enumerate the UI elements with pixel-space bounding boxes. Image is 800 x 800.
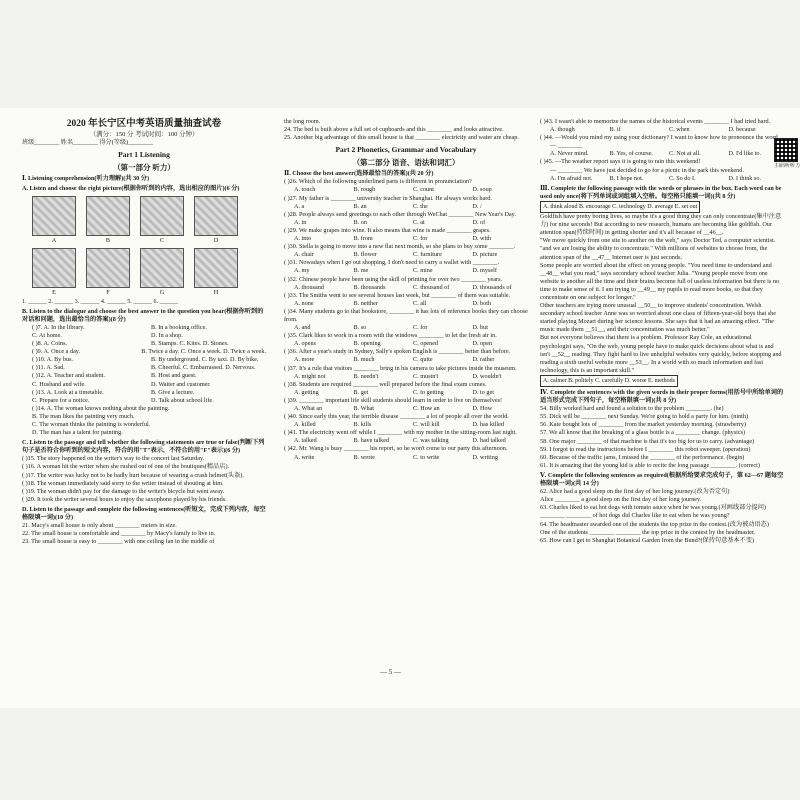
answer-option[interactable]: C. quite <box>413 356 433 364</box>
question-row <box>22 332 266 340</box>
answer-option[interactable]: B. kills <box>353 421 372 429</box>
answer-option[interactable]: A. into <box>294 235 312 243</box>
answer-option[interactable]: C. furniture <box>413 251 442 259</box>
question-text: ( )19. The woman didn't pay for the damage to the writer's bicycle but went away. <box>22 487 225 495</box>
answer-option[interactable]: B. much <box>353 356 375 364</box>
answer-option[interactable]: C. for <box>413 324 428 332</box>
question-text: ( )12. A. Teacher and student. <box>32 372 105 380</box>
question-text: B. Cheerful. C. Embarrassed. D. Nervous. <box>151 364 256 372</box>
question-text: 61. It is amazing that the young kid is able to recite the long passage ________. (correct) <box>540 461 760 469</box>
question-text: ( )37. It's a rule that visitors ________ bring in his camera to take pictures inside the museum. <box>284 364 517 372</box>
question-text: ( )34. Many students go to that bookstore, ________ it has lots of reference books they can choose from. <box>284 307 528 323</box>
answer-option[interactable]: A. touch <box>294 186 316 194</box>
question-text: Alice ________ a good sleep on the first day of her long journey. <box>540 496 702 504</box>
answer-option[interactable]: D. to get <box>472 388 494 396</box>
section-iii-heading: Ⅲ. Complete the following passage with the words or phrases in the box. Each word can be used only once(将下列单词或词组填入空格。每空格只能填一词)(共 8 分) <box>540 184 782 200</box>
answer-option[interactable]: D. open <box>472 340 493 348</box>
question-text: ( )30. Stella is going to move into a new flat next month, so she plans to buy some ________. <box>284 243 516 251</box>
answer-options <box>284 300 528 308</box>
word-box-2: A. calmer B. politely C. carefully D. worse E. methods <box>540 375 678 387</box>
question-text: ( )11. A. Sad. <box>32 364 65 372</box>
section-c-heading: C. Listen to the passage and tell whether the following statements are true or false(判断下列句子是否符合你听到的短文内容，符合的用"T"表示，不符合的用"F"表示)(6 分) <box>22 439 265 455</box>
answer-option[interactable]: B. needn't <box>353 372 379 380</box>
answer-option[interactable]: B. wrote <box>353 453 375 461</box>
answer-options <box>284 235 528 243</box>
question-text: 57. We all know that the breaking of a glass bottle is a ________ change. (physics) <box>540 429 746 437</box>
question-text: ( )44. —Would you mind my using your dictionary? I want to know how to pronounce the word. <box>540 134 780 142</box>
question-text: ( )29. We make grapes into wine. It also means that wine is made ________ grapes. <box>284 226 491 234</box>
exam-title: 2020 年长宁区中考英语质量抽查试卷 <box>66 119 222 129</box>
section-v-heading: Ⅴ. Complete the following sentences as required(根据所给要求完成句子，第 62—67 题每空格限填一词)(共 14 分) <box>540 471 784 488</box>
answer-options <box>284 267 528 275</box>
answer-option[interactable]: B. me <box>353 267 369 275</box>
question-row <box>22 324 266 332</box>
question-text: ( )45. —The weather report says it is going to rain this weekend! <box>540 158 701 166</box>
answer-options <box>284 454 528 462</box>
section-b-heading: B. Listen to the dialogue and choose the best answer to the question you hear(根据你听到的对话和问题，选出最恰当的答案)(8 分) <box>22 307 264 323</box>
question-text: ( )15. The story happened on the writer's way to the concert last Saturday. <box>22 455 205 463</box>
answer-option[interactable]: B. on <box>353 218 367 226</box>
answer-option[interactable]: D. writing <box>472 453 498 461</box>
answer-options <box>284 373 528 381</box>
part1-title: Part 1 Listening <box>118 150 170 160</box>
answer-option[interactable]: D. but <box>472 324 488 332</box>
question-text: B. In a booking office. <box>151 323 207 331</box>
answer-option[interactable]: D. rather <box>472 356 495 364</box>
section-c-questions <box>22 455 266 504</box>
answer-option[interactable]: B. What <box>353 405 375 412</box>
question-text: ( )18. The woman immediately said sorry to the writer instead of shouting at him. <box>22 479 224 487</box>
question-text: ________ ________ of hot dogs did Charles like to eat when he was young? <box>540 512 730 520</box>
question-row <box>22 381 266 389</box>
question-text: 62. Alice had a good sleep on the first day of her long journey.(改为否定句) <box>540 488 730 496</box>
section-i-heading: Ⅰ. Listening comprehension(听力理解)(共 30 分) <box>22 175 150 183</box>
answer-option[interactable]: D. thousands of <box>472 283 512 291</box>
passage <box>540 213 784 375</box>
part1-title-cn: （第一部分 听力） <box>113 163 175 173</box>
answer-options <box>540 126 784 134</box>
answer-option[interactable]: D. with <box>472 235 492 243</box>
question-text: D. The man has a talent for painting. <box>32 429 123 437</box>
passage-paragraph: "We move quickly from one site to another on the web," says Doctor Ted, a computer scientist. "and we are losing the ability to concentrate." With millions of websites to choose from, the attention span of the __47__ Internet user is just seconds. <box>540 237 776 261</box>
question-row <box>22 389 266 397</box>
question-text <box>173 405 266 413</box>
answer-option[interactable]: D. had talked <box>472 437 506 445</box>
answer-option[interactable]: C. when <box>669 126 690 134</box>
question-text: 60. Because of the traffic jams, I missed the ________ of the performance. (begin) <box>540 453 745 461</box>
question-text: D. Talk about school life. <box>151 396 214 404</box>
answer-option[interactable]: A. might not <box>294 372 326 380</box>
answer-option[interactable]: C. to write <box>413 453 440 461</box>
answer-option[interactable]: B. opening <box>353 340 381 348</box>
picture-f <box>86 248 130 288</box>
section-b-questions <box>22 324 266 437</box>
qr-caption: 扫码听听力 <box>774 164 800 169</box>
question-text: ( )28. People always send greetings to each other through WeChat ________ New Year's Day. <box>284 210 516 218</box>
answer-option[interactable]: C. for <box>413 235 428 243</box>
answer-option[interactable]: B. get <box>353 388 369 396</box>
answer-option[interactable]: C. opened <box>413 340 439 348</box>
question-text: ( )43. I wasn't able to memorize the names of the historical events ________ I had tried hard. <box>540 118 771 125</box>
answer-option[interactable]: A. more <box>294 356 315 364</box>
answer-options <box>284 219 528 227</box>
question-text: ( )32. Chinese people have been using the skill of printing for over two ________ years. <box>284 275 503 283</box>
answer-option[interactable]: C. How an <box>413 405 440 412</box>
picture-label: E <box>52 289 56 297</box>
answer-options <box>284 324 528 332</box>
question-text: C. Prepare for a notice. <box>32 396 90 404</box>
answer-options <box>284 421 528 429</box>
answer-options <box>284 284 528 292</box>
question-text: 25. Another big advantage of this small house is that ________ electricity and water are cheap. <box>284 134 519 142</box>
question-text: 24. The bed is built above a full set of cupboards and this ________ and looks attractive. <box>284 126 504 134</box>
answer-option[interactable]: B. an <box>353 202 367 210</box>
answer-options <box>284 186 528 194</box>
picture-c <box>140 196 184 236</box>
question-text: C. At home. <box>32 331 62 339</box>
section-d-questions <box>22 522 266 546</box>
picture-label: C <box>159 237 165 245</box>
question-text: 22. The small house is comfortable and ________ by Macy's family to live in. <box>22 530 216 538</box>
question-text: ( )10. A. By bus. <box>32 356 74 364</box>
column-1 <box>22 118 266 546</box>
section-ii-heading: Ⅱ. Choose the best answer(选择最恰当的答案)(共 20 分) <box>284 170 434 178</box>
question-text: 21. Macy's small house is only about ________ meters in size. <box>22 522 177 530</box>
question-text: ( )35. Clark likes to work in a room with the windows ________ to let the fresh air in. <box>284 332 497 340</box>
question-text: ( )38. Students are required ________ well prepared before the final exam comes. <box>284 380 487 388</box>
answer-option[interactable]: C. all <box>413 299 427 307</box>
passage-paragraph: Some people are worried about the effect on young people. "You need time to understand and __48__ what you read," says secondary school teacher Julia. "Young people move from one website to another all the time and their brains become full of useless information but there is no time to make sense of it. I am trying to __49__ my pupils to read more books, so that they concentrate on one subject for longer." <box>540 261 780 301</box>
answer-option[interactable]: D. picture <box>472 251 498 259</box>
question-row <box>22 340 266 348</box>
question-text: ( )39. ________ important life skill students should learn in order to live on themselves! <box>284 396 503 404</box>
answer-option[interactable]: A. and <box>294 324 311 332</box>
question-text: ( )20. It took the writer several hours to enjoy the saxophone played by his friends. <box>22 495 227 503</box>
part2-title: Part 2 Phonetics, Grammar and Vocabulary <box>335 145 477 155</box>
column-3-questions <box>540 118 784 183</box>
answer-option[interactable]: D. of <box>472 218 486 226</box>
question-text: ( )41. The electricity went off while I ________ with my mother in the sitting-room last night. <box>284 429 517 437</box>
answer-option[interactable]: — ________ <box>550 142 583 150</box>
answer-option[interactable]: B. I hope not. <box>609 174 644 182</box>
answer-option[interactable]: B. rough <box>353 186 376 194</box>
picture-label: G <box>159 289 165 297</box>
answer-option[interactable]: D. wouldn't <box>472 372 502 380</box>
answer-option[interactable]: A. thousand <box>294 283 324 291</box>
question-text: B. Twice a day. C. Once a week. D. Twice a week. <box>141 348 266 356</box>
answer-option[interactable]: C. will kill <box>413 421 440 429</box>
answer-option[interactable]: D. myself <box>472 267 497 275</box>
picture-d <box>194 196 238 236</box>
question-text: One of the students ________ ________ the top prize in the contest by the headmaster. <box>540 528 756 536</box>
picture-row-1 <box>32 196 266 236</box>
picture-label: D <box>213 237 219 245</box>
answer-option[interactable]: A. I'm afraid not. <box>550 174 593 182</box>
picture-g <box>140 248 184 288</box>
question-row <box>22 397 266 405</box>
question-row <box>22 429 266 437</box>
question-text: ( )33. The Smiths went to see several houses last week, but ________ of them was suitable. <box>284 291 511 299</box>
section-a-heading: A. Listen and choose the right picture(根据你听到的内容，选出相应的图片)(6 分) <box>22 185 240 193</box>
grammar-questions <box>284 178 528 461</box>
answer-options <box>284 251 528 259</box>
answer-option[interactable]: C. to getting <box>413 388 444 396</box>
question-text: ( )7. A. In the library. <box>32 323 85 331</box>
question-text: B. Give a lecture. <box>151 388 195 396</box>
question-row <box>22 372 266 380</box>
question-text: B. Host and guest. <box>151 372 197 380</box>
answer-option[interactable]: C. So do I. <box>669 174 696 182</box>
page-number: — 5 — <box>380 668 401 676</box>
exam-subtitle: （满分：150 分 考试时间：100 分钟） <box>89 131 199 138</box>
answer-options <box>284 356 528 364</box>
picture-labels-2 <box>32 289 266 297</box>
question-text: 64. The headmaster awarded one of the students the top prize in the contest.(改为被动语态) <box>540 520 769 528</box>
answer-option[interactable]: B. if <box>609 126 621 134</box>
question-text: C. The woman thinks the painting is wonderful. <box>32 420 151 428</box>
picture-row-2 <box>32 248 266 288</box>
question-text: D. In a shop. <box>151 331 183 339</box>
answer-options <box>284 437 528 445</box>
question-text: B. The man likes the painting very much. <box>32 412 135 420</box>
answer-option[interactable]: B. Yes, of course. <box>609 150 653 158</box>
question-text: B. By underground. C. By taxi. D. By bike. <box>151 356 259 364</box>
question-text: ( )16. A woman hit the writer when she rushed out of one of the boutiques(精品店). <box>22 463 230 471</box>
answer-options <box>540 142 784 150</box>
answer-option[interactable]: C. the <box>413 202 428 210</box>
picture-a <box>32 196 76 236</box>
question-text: 23. The small house is easy to ________ with one ceiling fan in the middle of <box>22 538 215 546</box>
question-row <box>22 413 266 421</box>
answer-option[interactable]: D. both <box>472 299 492 307</box>
question-row <box>22 364 266 372</box>
picture-e <box>32 248 76 288</box>
question-text: the long room. <box>284 118 321 125</box>
question-text: ( )40. Since early this year, the terrible disease ________ a lot of people all over the world. <box>284 413 509 421</box>
passage-paragraph: Goldfish have pretty boring lives, so maybe it's a good thing they can only concentrate(集中注意力) for nine seconds! But according to new research, humans are becoming like goldfish. Our attention span(持续时间) in getting shorter and it's all because of __46__. <box>540 213 782 237</box>
section-iv-heading: Ⅳ. Complete the sentences with the given words in their proper forms(用括号中所给单词的适当形式完成下列句子，每空格限填一词)(共 8 分) <box>540 389 784 405</box>
answer-option[interactable]: C. was talking <box>413 437 449 445</box>
answer-option[interactable]: B. thousands <box>353 283 386 291</box>
question-row <box>22 356 266 364</box>
picture-answers: 1. ______ 2. ______ 3. ______ 4. ______ 5. ______ 6. ______ <box>22 297 179 305</box>
answer-option[interactable]: B. neither <box>353 299 378 307</box>
answer-option[interactable]: D. How <box>472 405 493 412</box>
question-text: 58. One major ________ of that machine is that it's too big for us to carry. (advantage) <box>540 437 755 445</box>
question-text: ( )8. A. Coins. <box>32 340 68 348</box>
picture-label: F <box>106 289 110 297</box>
question-text: 54. Billy worked hard and found a solution to the problem ________. (he) <box>540 405 724 413</box>
picture-h <box>194 248 238 288</box>
answer-option[interactable]: C. mine <box>413 267 433 275</box>
answer-option[interactable]: C. thousand of <box>413 283 450 291</box>
question-text <box>154 421 266 429</box>
question-text: ( )42. Mr. Wang is busy ________ his report, so he won't come to our party this afternoon. <box>284 445 508 453</box>
answer-option[interactable]: A. my <box>294 267 310 275</box>
passage-paragraph: But not everyone believes that there is a problem. Professor Ray Cole, an educational psychologist says, "On the web, young people have to make quick decisions about what is and isn't __52__ reading. They fight hard to live unhelpful websites very quickly, before stopping and reading a sixth useful website more __53__. In a world with so much information and fast technology, this is an important skill." <box>540 334 782 374</box>
answer-options <box>540 175 784 183</box>
column-2 <box>284 118 528 462</box>
question-text: 59. I forgot to read the instructions before I ________ this robot sweeper. (operation) <box>540 445 751 453</box>
picture-b <box>86 196 130 236</box>
answer-option[interactable]: A. getting <box>294 388 319 396</box>
answer-option[interactable]: C. at <box>413 218 425 226</box>
answer-option[interactable]: A. Never mind. <box>550 150 589 158</box>
answer-option[interactable]: A. chair <box>294 251 314 259</box>
question-text: D. Waiter and customer. <box>151 380 211 388</box>
answer-options <box>284 203 528 211</box>
answer-option[interactable]: B. so <box>353 324 367 332</box>
answer-option[interactable]: — ________ We have just decided to go for a picnic in the park this weekend. <box>550 166 744 174</box>
question-text <box>151 413 266 421</box>
picture-label: B <box>105 237 111 245</box>
answer-option[interactable]: A. opens <box>294 340 316 348</box>
question-text: 56. Kate bought lots of ________ from the market yesterday morning. (strawberry) <box>540 421 747 429</box>
picture-label: A <box>51 237 57 245</box>
answer-option[interactable]: D. soup <box>472 186 492 194</box>
answer-option[interactable]: D. has killed <box>472 421 504 429</box>
picture-labels-1 <box>32 237 266 245</box>
answer-option[interactable]: D. I'd like to. <box>728 150 762 158</box>
section-iv-questions <box>540 405 784 470</box>
answer-options <box>540 167 784 175</box>
passage-paragraph: Other teachers are trying more unusual __50__ to improve students' concentration. Welsh secondary school teacher Anne was so worried about one class of fifteen-year-old boys that she started playing Mozart during her science lessons. She says that it had an amazing effect. "The music made them __51__, and their concentration was much better." <box>540 302 776 334</box>
answer-option[interactable]: D. because <box>728 126 756 134</box>
part2-title-cn: （第二部分 语音、语法和词汇） <box>352 158 460 168</box>
question-row <box>22 348 266 356</box>
question-row <box>22 421 266 429</box>
column-3 <box>540 118 784 545</box>
student-info: 班级________ 姓名________ 得分(等级)________ <box>22 139 153 147</box>
question-text: C. Husband and wife. <box>32 380 86 388</box>
question-text: 63. Charles liked to eat hot dogs with tomato sauce when he was young.(对画线部分提问) <box>540 504 766 512</box>
answer-option[interactable]: A. What an <box>294 405 323 412</box>
answer-option[interactable]: B. have talked <box>353 437 390 445</box>
word-box: A. think aloud B. encourage C. technology D. average E. set out <box>540 201 700 213</box>
answer-option[interactable]: A. in <box>294 218 307 226</box>
question-text: ( )17. The writer was lucky not to be badly hurt because of wearing a crash helmet(头盔). <box>22 471 244 479</box>
answer-option[interactable]: A. a <box>294 202 305 210</box>
answer-option[interactable]: A. write <box>294 453 315 461</box>
answer-option[interactable]: B. from <box>353 235 373 243</box>
answer-options <box>284 340 528 348</box>
column-2-top <box>284 118 528 142</box>
question-text: ( )26. Which of the following underlined parts is different in pronunciation? <box>284 178 472 186</box>
question-text: ( )14. A. The woman knows nothing about the painting. <box>32 404 170 412</box>
answer-option[interactable]: A. talked <box>294 437 317 445</box>
answer-option[interactable]: A. none <box>294 299 314 307</box>
section-v-questions <box>540 488 784 545</box>
answer-option[interactable]: B. flower <box>353 251 377 259</box>
answer-options <box>284 405 528 413</box>
question-text: ( )36. After a year's study in Sydney, Sally's spoken English is ________ better than before. <box>284 348 511 356</box>
answer-option[interactable]: D. / <box>472 202 482 210</box>
answer-option[interactable]: C. mustn't <box>413 372 439 380</box>
question-text: 65. How can I get to Shanghai Botanical Garden from the Bund?(保持句意基本不变) <box>540 536 755 544</box>
question-text <box>151 429 266 437</box>
answer-option[interactable]: C. count <box>413 186 434 194</box>
question-row <box>22 405 266 413</box>
answer-option[interactable]: A. though <box>550 126 575 134</box>
answer-options <box>284 389 528 397</box>
answer-option[interactable]: A. killed <box>294 421 316 429</box>
answer-option[interactable]: D. I think so. <box>728 174 761 182</box>
answer-options <box>540 150 784 158</box>
question-text: ( )13. A. Look at a timetable. <box>32 388 104 396</box>
question-text: ( )9. A. Once a day. <box>32 348 81 356</box>
picture-label: H <box>213 289 219 297</box>
question-text: ( )27. My father is ________ university teacher in Shanghai. He always works hard. <box>284 194 492 202</box>
question-text: B. Stamps. C. Kites. D. Stones. <box>151 340 229 348</box>
section-d-heading: D. Listen to the passage and complete the following sentences(听短文，完成下列内容，每空格限填一词)(10 分) <box>22 505 266 521</box>
question-text: ( )31. Nowadays when I go out shopping, I don't need to carry a wallet with ________. <box>284 259 500 267</box>
question-text: 55. Dick will be ________ next Sunday. We're going to hold a party for him. (ninth) <box>540 413 749 421</box>
answer-option[interactable]: C. Not at all. <box>669 150 701 158</box>
